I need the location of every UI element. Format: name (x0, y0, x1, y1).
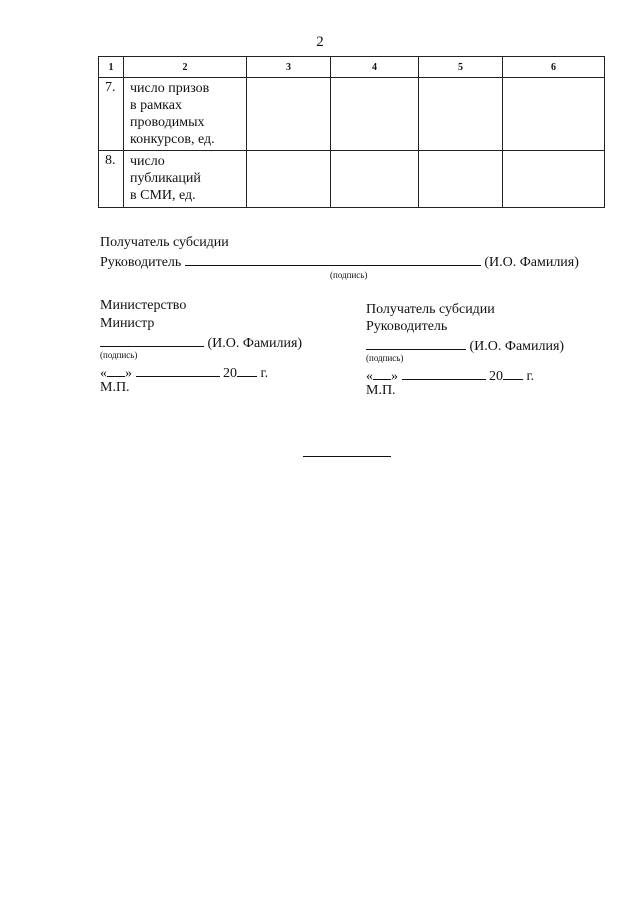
ministry-signature-underline[interactable] (100, 333, 204, 347)
table-cell (247, 78, 331, 151)
top-name-placeholder: (И.О. Фамилия) (484, 255, 579, 270)
ministry-stamp-mark: М.П. (100, 380, 130, 395)
table-cell (503, 151, 605, 208)
month-field[interactable] (136, 363, 220, 377)
year-field[interactable] (237, 363, 257, 377)
year-field[interactable] (503, 366, 523, 380)
row-label-line: проводимых (130, 115, 205, 130)
table-cell (331, 151, 419, 208)
date-close-quote: » (391, 369, 398, 384)
table-row (99, 78, 605, 151)
recipient-stamp-mark: М.П. (366, 383, 396, 398)
recipient-label: Получатель субсидии (366, 302, 495, 317)
column-header: 5 (419, 57, 503, 78)
top-signature-underline[interactable] (185, 252, 481, 266)
column-header: 4 (331, 57, 419, 78)
recipient-signature-underline[interactable] (366, 336, 466, 350)
row-label (124, 78, 247, 151)
top-signature-caption: (подпись) (330, 270, 368, 280)
top-recipient-label: Получатель субсидии (100, 235, 229, 250)
indicators-table (98, 56, 605, 208)
day-field[interactable] (107, 363, 125, 377)
month-field[interactable] (402, 366, 486, 380)
minister-label: Министр (100, 316, 155, 331)
table-cell (503, 78, 605, 151)
year-suffix: г. (260, 366, 269, 381)
row-label-line: конкурсов, ед. (130, 132, 215, 147)
table-row (99, 151, 605, 208)
row-label-line: число (130, 154, 165, 169)
row-label-line: публикаций (130, 171, 201, 186)
year-prefix: 20 (489, 369, 503, 384)
row-label-line: в СМИ, ед. (130, 188, 196, 203)
top-role-label: Руководитель (100, 255, 182, 270)
recipient-name-placeholder: (И.О. Фамилия) (469, 339, 565, 354)
row-label-line: число призов (130, 81, 210, 96)
date-open-quote: « (100, 366, 107, 381)
day-field[interactable] (373, 366, 391, 380)
year-prefix: 20 (223, 366, 237, 381)
table-cell (419, 151, 503, 208)
table-header-row (99, 57, 605, 78)
ministry-name-placeholder: (И.О. Фамилия) (207, 336, 303, 351)
column-header: 3 (247, 57, 331, 78)
ministry-label: Министерство (100, 298, 187, 313)
year-suffix: г. (526, 369, 535, 384)
row-label (124, 151, 247, 208)
row-number: 8. (99, 151, 124, 208)
table-cell (419, 78, 503, 151)
column-header: 2 (124, 57, 247, 78)
page-number: 2 (316, 34, 324, 50)
table-cell (331, 78, 419, 151)
table-cell (247, 151, 331, 208)
column-header: 6 (503, 57, 605, 78)
date-close-quote: » (125, 366, 132, 381)
column-header: 1 (99, 57, 124, 78)
end-divider (303, 456, 391, 457)
date-open-quote: « (366, 369, 373, 384)
row-number: 7. (99, 78, 124, 151)
ministry-signature-caption: (подпись) (100, 350, 138, 360)
top-signature-line (100, 252, 579, 272)
row-label-line: в рамках (130, 98, 182, 113)
recipient-signature-caption: (подпись) (366, 353, 404, 363)
recipient-role-label: Руководитель (366, 319, 448, 334)
